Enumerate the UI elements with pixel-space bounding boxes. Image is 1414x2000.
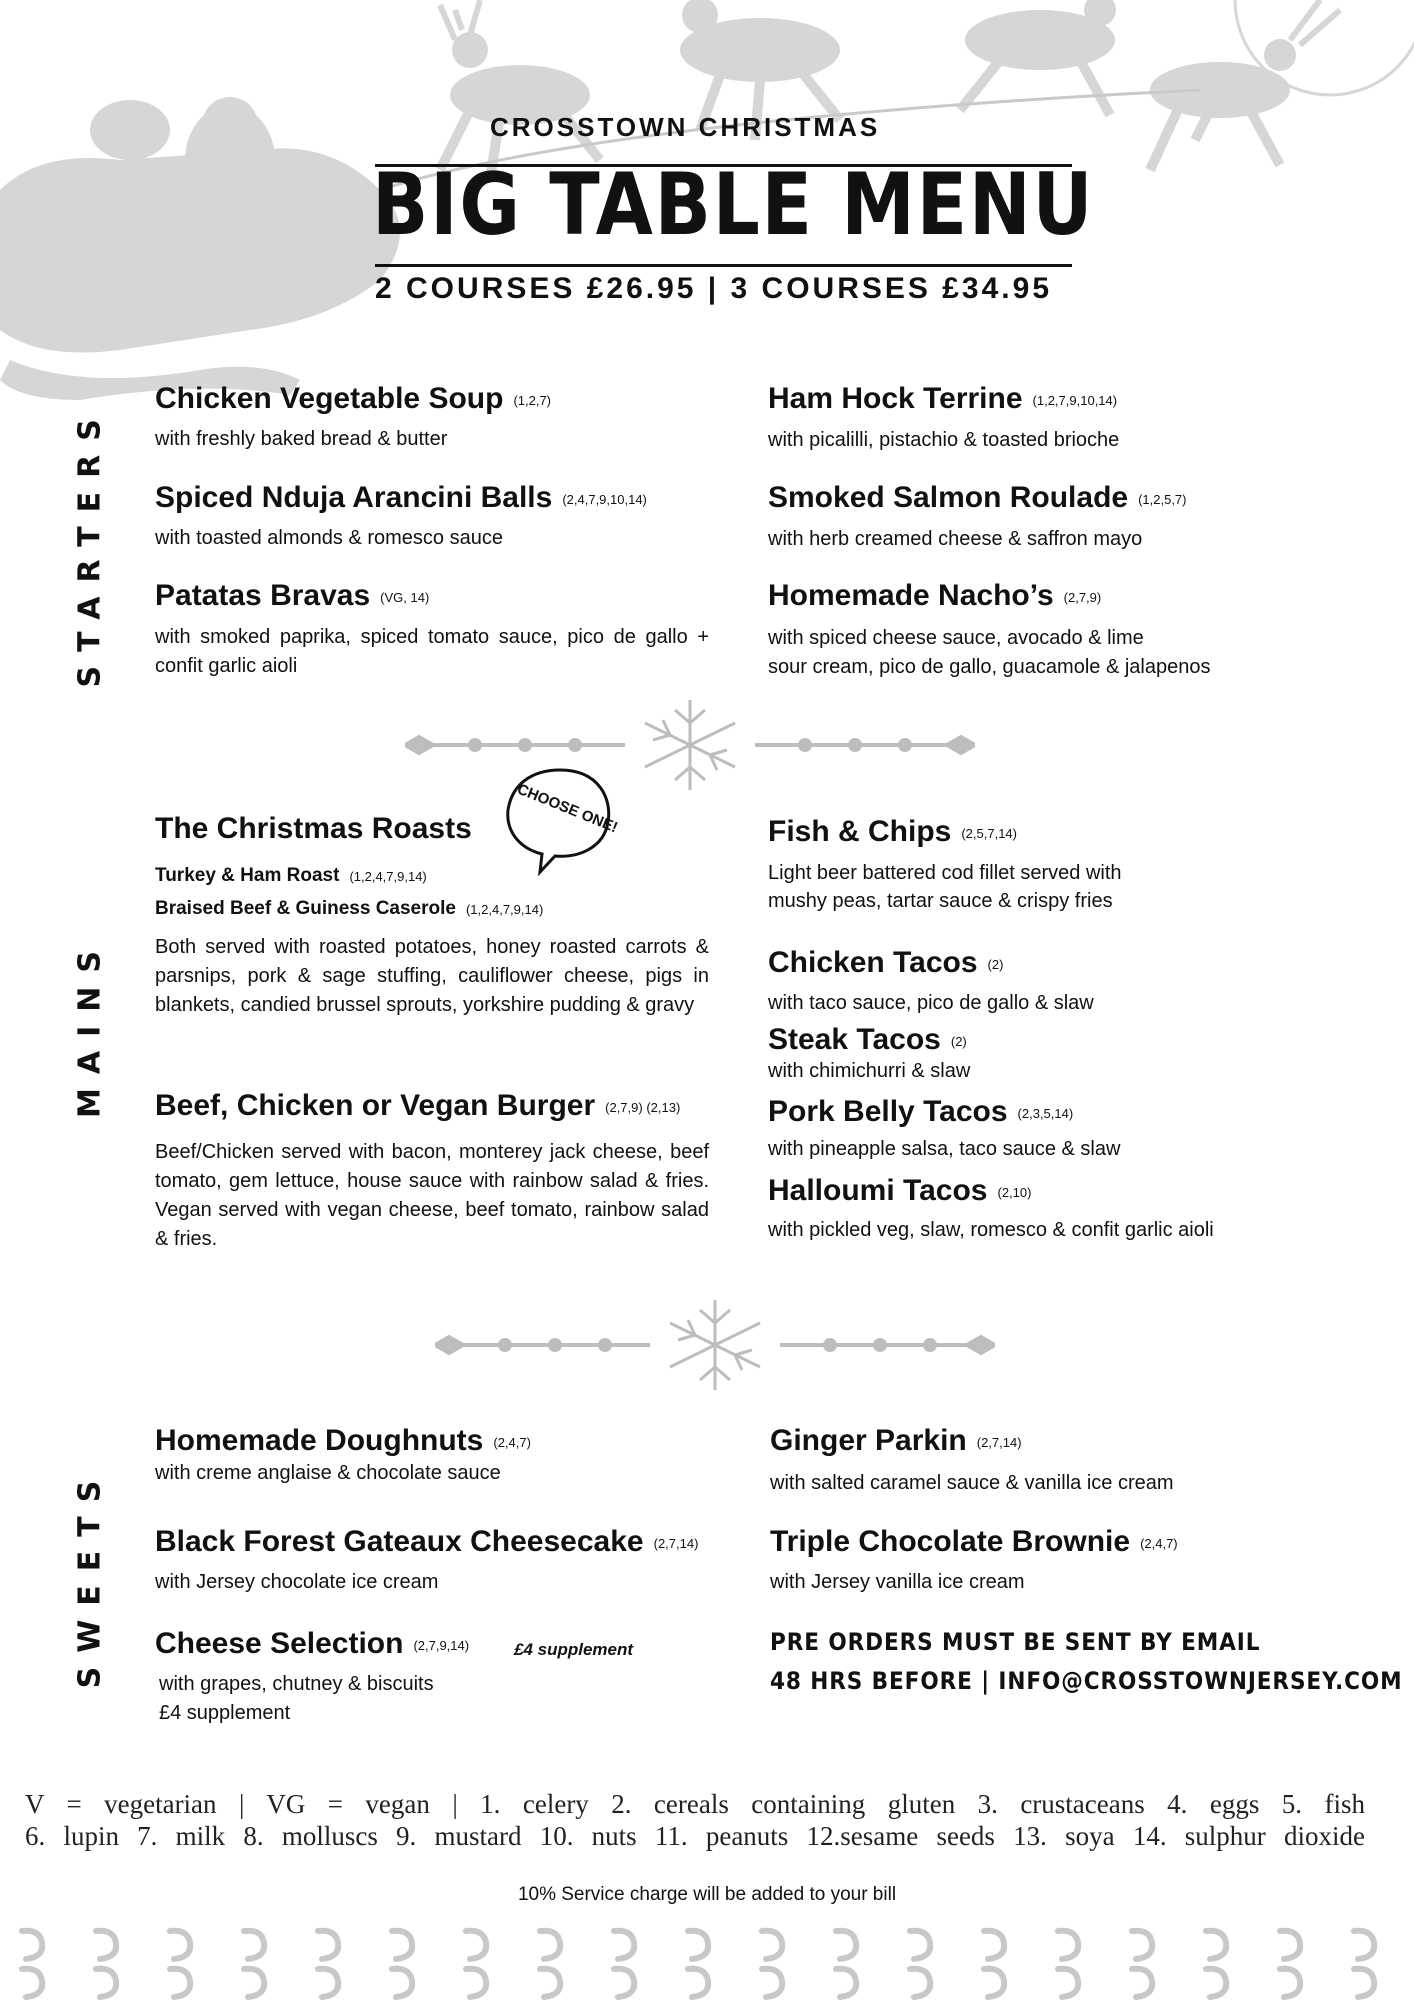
menu-item-halloumi-tacos: Halloumi Tacos (2,10) [768, 1174, 1032, 1207]
title-bottom-rule [375, 264, 1072, 267]
preorder-email: 48 HRS BEFORE | INFO@CROSSTOWNJERSEY.COM [770, 1667, 1403, 1695]
menu-item-ham-hock-terrine: Ham Hock Terrine (1,2,7,9,10,14) [768, 382, 1118, 415]
item-description: Beef/Chicken served with bacon, monterey jack cheese, beef tomato, gem lettuce, house sauce with rainbow salad & fries. Vegan served with vegan cheese, beef tomato, rainbow salad & fries. [155, 1141, 709, 1250]
item-description: with Jersey vanilla ice cream [770, 1571, 1025, 1593]
menu-item-nduja-arancini: Spiced Nduja Arancini Balls (2,4,7,9,10,14) [155, 481, 647, 514]
item-description: sour cream, pico de gallo, guacamole & jalapenos [768, 656, 1211, 678]
item-description: with salted caramel sauce & vanilla ice cream [770, 1472, 1174, 1494]
item-description: with creme anglaise & chocolate sauce [155, 1462, 501, 1484]
roast-option-turkey-ham: Turkey & Ham Roast (1,2,4,7,9,14) [155, 865, 427, 886]
menu-item-patatas-bravas: Patatas Bravas (VG, 14) [155, 579, 430, 612]
menu-item-chicken-vegetable-soup: Chicken Vegetable Soup (1,2,7) [155, 382, 552, 415]
item-description: with freshly baked bread & butter [155, 428, 448, 450]
menu-item-smoked-salmon-roulade: Smoked Salmon Roulade (1,2,5,7) [768, 481, 1187, 514]
snowflake-divider [435, 1295, 995, 1395]
item-description: with pineapple salsa, taco sauce & slaw [768, 1138, 1121, 1160]
supplement-tag: £4 supplement [514, 1640, 634, 1659]
item-description: with smoked paprika, spiced tomato sauce, pico de gallo + confit garlic aioli [155, 626, 709, 677]
menu-item-homemade-nachos: Homemade Nacho’s (2,7,9) [768, 579, 1102, 612]
menu-item-ginger-parkin: Ginger Parkin (2,7,14) [770, 1424, 1022, 1457]
section-label-starters: STARTERS [72, 405, 108, 688]
item-description: £4 supplement [159, 1702, 291, 1724]
choose-one-label: CHOOSE ONE! [514, 780, 620, 837]
menu-item-chicken-tacos: Chicken Tacos (2) [768, 946, 1004, 979]
item-description: with chimichurri & slaw [768, 1060, 971, 1082]
horseshoe-pattern [0, 1925, 1414, 2000]
menu-item-black-forest-cheesecake: Black Forest Gateaux Cheesecake (2,7,14) [155, 1525, 699, 1558]
menu-eyebrow: CROSSTOWN CHRISTMAS [490, 112, 881, 142]
preorder-notice: PRE ORDERS MUST BE SENT BY EMAIL [770, 1628, 1261, 1656]
item-description: with picalilli, pistachio & toasted brioche [768, 429, 1120, 451]
menu-item-pork-belly-tacos: Pork Belly Tacos (2,3,5,14) [768, 1095, 1074, 1128]
item-description: with toasted almonds & romesco sauce [155, 527, 503, 549]
menu-item-burger: Beef, Chicken or Vegan Burger (2,7,9) (2,13) [155, 1089, 681, 1122]
menu-item-christmas-roasts: The Christmas Roasts [155, 812, 472, 845]
section-label-mains: MAINS [72, 937, 108, 1118]
item-description: with pickled veg, slaw, romesco & confit garlic aioli [768, 1219, 1214, 1241]
item-description: with grapes, chutney & biscuits [159, 1673, 434, 1695]
item-description: with herb creamed cheese & saffron mayo [768, 528, 1143, 550]
menu-item-steak-tacos: Steak Tacos (2) [768, 1023, 967, 1056]
menu-item-triple-chocolate-brownie: Triple Chocolate Brownie (2,4,7) [770, 1525, 1178, 1558]
item-description: Both served with roasted potatoes, honey roasted carrots & parsnips, pork & sage stuffing, cauliflower cheese, pigs in blankets, candied brussel sprouts, yorkshire pudding & gravy [155, 936, 709, 1016]
roast-option-braised-beef: Braised Beef & Guiness Caserole (1,2,4,7,9,14) [155, 898, 544, 919]
menu-item-homemade-doughnuts: Homemade Doughnuts (2,4,7) [155, 1424, 531, 1457]
item-description: Light beer battered cod fillet served with [768, 862, 1122, 884]
menu-title: BIG TABLE MENU [372, 155, 1095, 255]
snowflake-divider [405, 695, 975, 795]
menu-item-cheese-selection: Cheese Selection (2,7,9,14) [155, 1627, 470, 1660]
allergen-legend-line-1: V = vegetarian | VG = vegan | 1. celery 2. cereals containing gluten 3. crustaceans 4. eggs 5. fish [25, 1789, 1365, 1819]
menu-item-fish-and-chips: Fish & Chips (2,5,7,14) [768, 815, 1017, 848]
allergen-legend-line-2: 6. lupin 7. milk 8. molluscs 9. mustard 10. nuts 11. peanuts 12.sesame seeds 13. soya 14. sulphur dioxide [25, 1821, 1365, 1851]
item-description: mushy peas, tartar sauce & crispy fries [768, 890, 1113, 912]
item-description: with taco sauce, pico de gallo & slaw [768, 992, 1094, 1014]
item-description: with Jersey chocolate ice cream [155, 1571, 439, 1593]
service-charge-note: 10% Service charge will be added to your bill [517, 1884, 897, 1905]
section-label-sweets: SWEETS [72, 1466, 108, 1689]
course-prices: 2 COURSES £26.95 | 3 COURSES £34.95 [375, 272, 1053, 305]
item-description: with spiced cheese sauce, avocado & lime [768, 627, 1144, 649]
